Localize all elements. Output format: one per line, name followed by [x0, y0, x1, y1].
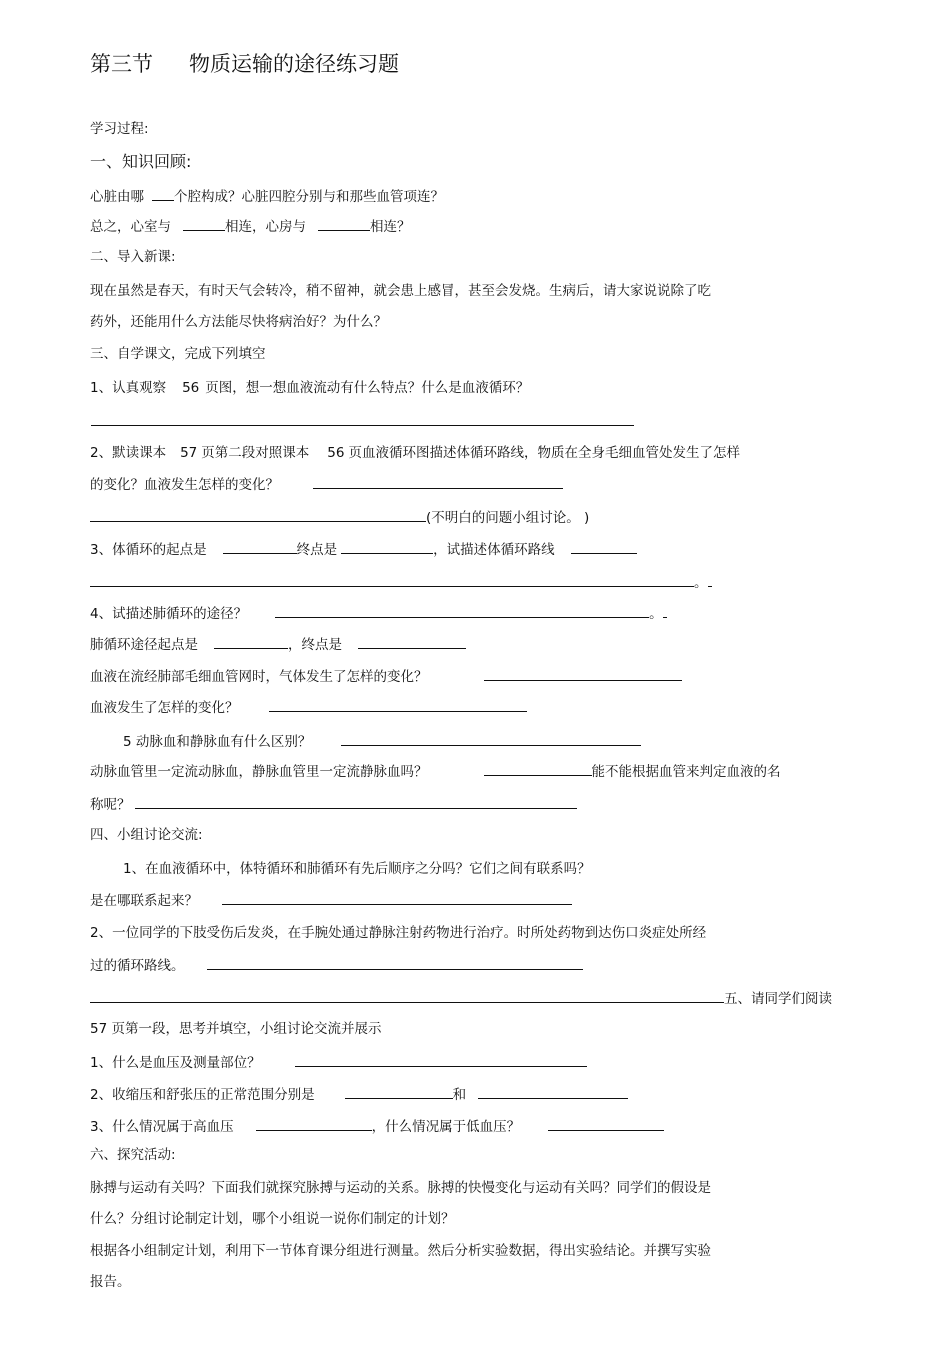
line-end	[663, 603, 667, 618]
discussion-2-cont: 过的循环路线。	[90, 955, 583, 975]
section-number: 第三节	[90, 52, 153, 76]
blank-line[interactable]	[275, 603, 649, 618]
inquiry-paragraph-2: 什么？分组讨论制定计划，哪个小组说一说你们制定的计划？	[90, 1211, 455, 1227]
blank-line[interactable]	[478, 1084, 628, 1099]
section-5-instructions: 57 页第一段，思考并填空，小组讨论交流并展示	[90, 1021, 382, 1037]
blank-line[interactable]	[90, 988, 724, 1003]
section-title: 物质运输的途径练习题	[189, 52, 399, 76]
blank-line[interactable]	[345, 1084, 453, 1099]
blank-line[interactable]	[256, 1116, 372, 1131]
blank-line[interactable]	[135, 794, 577, 809]
discussion-1-cont: 是在哪联系起来？	[90, 890, 572, 910]
blank-line[interactable]	[313, 474, 563, 489]
question-4-start-end: 肺循环途径起点是 ，终点是	[90, 634, 466, 654]
answer-line[interactable]	[91, 425, 634, 426]
line-end	[708, 572, 712, 587]
question-3-route: 。	[90, 572, 712, 592]
heading-review: 一、知识回顾:	[90, 152, 192, 171]
blank-line[interactable]	[571, 539, 637, 554]
paragraph-intro-1: 现在虽然是春天，有时天气会转冷，稍不留神，就会患上感冒，甚至会发烧。生病后，请大家说说除了吃	[90, 283, 711, 299]
question-2-note: (不明白的问题小组讨论。 )	[90, 507, 589, 527]
bp-question-3: 3、什么情况属于高血压 ，什么情况属于低血压？	[90, 1116, 664, 1136]
blank-line[interactable]	[222, 890, 572, 905]
blank-line[interactable]	[223, 539, 297, 554]
blank-line[interactable]	[90, 507, 426, 522]
question-heart-chambers: 心脏由哪 个腔构成？心脏四腔分别与和那些血管项连？	[90, 186, 444, 206]
question-ventricle-atrium: 总之，心室与 相连，心房与 相连？	[90, 216, 411, 236]
discussion-1: 1、在血液循环中，体特循环和肺循环有先后顺序之分吗？它们之间有联系吗？	[123, 861, 591, 877]
inquiry-paragraph-4: 报告。	[90, 1274, 131, 1290]
blank-line[interactable]	[152, 186, 174, 201]
paragraph-intro-2: 药外，还能用什么方法能尽快将病治好？为什么？	[90, 314, 387, 330]
heading-self-study: 三、自学课文，完成下列填空	[90, 346, 266, 362]
blank-line[interactable]	[90, 572, 694, 587]
inquiry-paragraph-1: 脉搏与运动有关吗？下面我们就探究脉搏与运动的关系。脉搏的快慢变化与运动有关吗？同学们的假设是	[90, 1180, 711, 1196]
heading-intro: 二、导入新课:	[90, 249, 176, 265]
bp-question-1: 1、什么是血压及测量部位？	[90, 1052, 587, 1072]
question-5-vessels: 动脉血管里一定流动脉血，静脉血管里一定流静脉血吗？ 能不能根据血管来判定血液的名	[90, 761, 781, 781]
question-5: 5 动脉血和静脉血有什么区别？	[123, 731, 641, 751]
question-4: 4、试描述肺循环的途径？ 。	[90, 603, 667, 623]
question-4-gas: 血液在流经肺部毛细血管网时，气体发生了怎样的变化？	[90, 666, 682, 686]
question-1: 1、认真观察 56 页图，想一想血液流动有什么特点？什么是血液循环？	[90, 380, 530, 396]
question-2: 2、默读课本 57 页第二段对照课本 56 页血液循环图描述体循环路线，物质在全身毛细血管处发生了怎样	[90, 445, 740, 461]
blank-line[interactable]	[358, 634, 466, 649]
heading-group-discussion: 四、小组讨论交流:	[90, 827, 203, 843]
blank-line[interactable]	[269, 697, 527, 712]
question-5-cont: 称呢？	[90, 794, 577, 814]
section-5-line: 五、请同学们阅读	[90, 988, 832, 1008]
heading-inquiry: 六、探究活动:	[90, 1147, 176, 1163]
blank-line[interactable]	[207, 955, 583, 970]
blank-line[interactable]	[341, 731, 641, 746]
blank-line[interactable]	[295, 1052, 587, 1067]
blank-line[interactable]	[183, 216, 225, 231]
question-4-blood: 血液发生了怎样的变化？	[90, 697, 527, 717]
question-2-cont: 的变化？血液发生怎样的变化？	[90, 474, 563, 494]
blank-line[interactable]	[341, 539, 433, 554]
discussion-2: 2、一位同学的下肢受伤后发炎，在手腕处通过静脉注射药物进行治疗。时所处药物到达伤口炎症处所经	[90, 925, 707, 941]
blank-line[interactable]	[484, 666, 682, 681]
blank-line[interactable]	[484, 761, 592, 776]
page-title	[90, 50, 399, 78]
blank-line[interactable]	[318, 216, 370, 231]
bp-question-2: 2、收缩压和舒张压的正常范围分别是 和	[90, 1084, 628, 1104]
blank-line[interactable]	[548, 1116, 664, 1131]
study-process-label: 学习过程:	[90, 121, 149, 137]
question-3: 3、体循环的起点是 终点是 ，试描述体循环路线	[90, 539, 637, 559]
blank-line[interactable]	[214, 634, 288, 649]
inquiry-paragraph-3: 根据各小组制定计划，利用下一节体育课分组进行测量。然后分析实验数据，得出实验结论。并撰写实验	[90, 1243, 711, 1259]
